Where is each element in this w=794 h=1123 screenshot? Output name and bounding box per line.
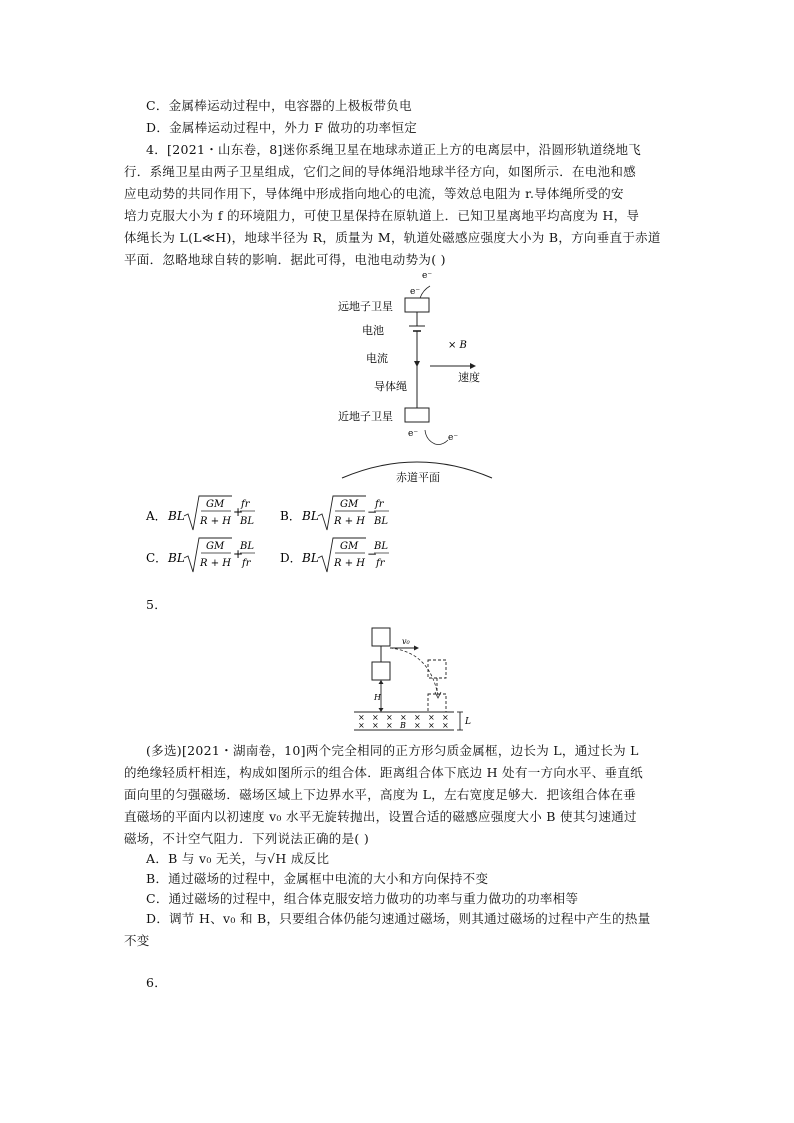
- option-c-frac-den: fr: [242, 558, 251, 569]
- option-b[interactable]: [280, 496, 389, 530]
- electron-bottom-label-2: e⁻: [448, 433, 459, 443]
- option-c[interactable]: [146, 538, 255, 572]
- q5-line-4: 直磁场的平面内以初速度 v₀ 水平无旋转抛出，设置合适的磁感应强度大小 B 使其匀速通过: [124, 809, 637, 824]
- velocity-arrow-head: [470, 363, 476, 369]
- svg-text:×: ×: [358, 713, 365, 722]
- q4-line-4: 培力克服大小为 f 的环境阻力，可使卫星保持在原轨道上．已知卫星离地平均高度为 H，导: [124, 208, 640, 223]
- battery-label: 电池: [362, 324, 384, 337]
- q4-line-2: 行．系绳卫星由两子卫星组成，它们之间的导体绳沿地球半径方向，如图所示．在电池和感: [124, 164, 637, 179]
- option-c-sign: +: [233, 547, 244, 561]
- option-d[interactable]: [280, 538, 389, 572]
- h-arrow-head-bottom: [379, 708, 384, 712]
- trajectory-curve: [390, 648, 438, 696]
- q5-line-3: 面向里的匀强磁场．磁场区域上下边界水平，高度为 L，左右宽度足够大．把该组合体在垂: [124, 787, 637, 802]
- q6-number: 6．: [146, 975, 168, 990]
- option-b-frac-den: BL: [374, 516, 388, 527]
- option-b-frac-num: fr: [375, 499, 384, 510]
- option-b-prefix: BL: [302, 509, 319, 523]
- option-a-frac-num: fr: [241, 499, 250, 510]
- option-b-letter: B．: [280, 509, 301, 523]
- option-c-rad-den: R + H: [200, 558, 231, 569]
- q4-line-3: 应电动势的共同作用下，导体绳中形成指向地心的电流，等效总电阻为 r.导体绳所受的安: [124, 186, 624, 201]
- option-a[interactable]: [145, 496, 255, 530]
- metal-frame-diagram: [350, 620, 480, 736]
- q5-line-5: 磁场，不计空气阻力．下列说法正确的是( ): [124, 831, 370, 846]
- electron-bottom-label: e⁻: [408, 429, 419, 439]
- option-a-letter: A．: [146, 509, 167, 523]
- l-label: L: [465, 717, 471, 727]
- option-c-prefix: BL: [168, 551, 185, 565]
- b-label: B: [400, 721, 406, 730]
- h-label: H: [374, 693, 381, 702]
- current-label: 电流: [366, 352, 388, 365]
- v0-label: v₀: [402, 637, 410, 646]
- option-d-sign: −: [367, 547, 378, 561]
- option-a-prefix: BL: [168, 509, 185, 523]
- magnetic-field-label: × B: [448, 340, 467, 351]
- svg-text:×: ×: [442, 713, 449, 722]
- q5-option-d[interactable]: D．调节 H、v₀ 和 B，只要组合体仍能匀速通过磁场，则其通过磁场的过程中产生的热量: [146, 911, 651, 926]
- svg-text:×: ×: [442, 721, 449, 730]
- q4-line-6: 平面．忽略地球自转的影响．据此可得，电池电动势为( ): [124, 252, 446, 267]
- far-satellite-box: [405, 298, 429, 312]
- q4-line-5: 体绳长为 L(L≪H)，地球半径为 R，质量为 M，轨道处磁感应强度大小为 B，方向垂直于赤道: [124, 230, 661, 245]
- option-b-rad-num: GM: [340, 499, 359, 510]
- electron-top-curve: [420, 286, 430, 298]
- option-a-rad-den: R + H: [200, 516, 231, 527]
- option-a-rad-num: GM: [206, 499, 225, 510]
- svg-text:×: ×: [372, 721, 379, 730]
- option-b-sign: −: [367, 505, 378, 519]
- v0-arrow-head: [414, 646, 419, 651]
- q5-option-b[interactable]: B．通过磁场的过程中，金属框中电流的大小和方向保持不变: [146, 871, 489, 886]
- option-c-rad-num: GM: [206, 541, 225, 552]
- equator-label: 赤道平面: [396, 471, 440, 484]
- satellite-tether-diagram: [320, 268, 510, 488]
- svg-text:×: ×: [372, 713, 379, 722]
- q5-line-2: 的绝缘轻质杆相连，构成如图所示的组合体．距离组合体下底边 H 处有一方向水平、垂直纸: [124, 765, 643, 780]
- q4-line-1: 4．[2021・山东卷，8]迷你系绳卫星在地球赤道正上方的电离层中，沿圆形轨道绕地飞: [146, 142, 642, 157]
- rope-label: 导体绳: [374, 380, 407, 393]
- option-c-letter: C．: [146, 551, 168, 565]
- velocity-label: 速度: [458, 371, 480, 384]
- svg-text:×: ×: [386, 713, 393, 722]
- q5-option-a[interactable]: A．B 与 v₀ 无关，与√H 成反比: [146, 851, 330, 866]
- electron-bottom-curve: [425, 430, 448, 445]
- h-arrow-head-top: [379, 680, 384, 684]
- dashed-upper-frame: [428, 660, 446, 678]
- q5-option-c[interactable]: C．通过磁场的过程中，组合体克服安培力做功的功率与重力做功的功率相等: [146, 891, 579, 906]
- svg-text:×: ×: [386, 721, 393, 730]
- prev-option-c: C．金属棒运动过程中，电容器的上极板带负电: [146, 98, 412, 113]
- option-d-letter: D．: [280, 551, 302, 565]
- option-c-frac-num: BL: [240, 541, 254, 552]
- q5-number: 5．: [146, 597, 168, 612]
- svg-text:×: ×: [414, 713, 421, 722]
- option-b-rad-den: R + H: [334, 516, 365, 527]
- near-satellite-box: [405, 408, 429, 422]
- far-satellite-label: 远地子卫星: [338, 300, 393, 313]
- option-d-frac-den: fr: [376, 558, 385, 569]
- option-d-rad-num: GM: [340, 541, 359, 552]
- option-a-frac-den: BL: [240, 516, 254, 527]
- electron-top-label: e⁻: [410, 287, 421, 297]
- q5-line-1: (多选)[2021・湖南卷，10]两个完全相同的正方形匀质金属框，边长为 L，通过长为 L: [146, 743, 639, 758]
- lower-frame: [372, 662, 390, 680]
- svg-text:×: ×: [358, 721, 365, 730]
- svg-text:×: ×: [428, 721, 435, 730]
- near-satellite-label: 近地子卫星: [338, 410, 393, 423]
- q4-options: [144, 490, 424, 580]
- svg-text:×: ×: [428, 713, 435, 722]
- upper-frame: [372, 628, 390, 646]
- option-a-sign: +: [233, 505, 244, 519]
- svg-text:×: ×: [400, 713, 407, 722]
- svg-text:×: ×: [414, 721, 421, 730]
- current-arrow: [414, 361, 420, 367]
- option-d-frac-num: BL: [374, 541, 388, 552]
- option-d-prefix: BL: [302, 551, 319, 565]
- q5-option-d-continued: 不变: [124, 933, 150, 948]
- prev-option-d: D．金属棒运动过程中，外力 F 做功的功率恒定: [146, 120, 418, 135]
- option-d-rad-den: R + H: [334, 558, 365, 569]
- electron-top-label-2: e⁻: [422, 271, 433, 281]
